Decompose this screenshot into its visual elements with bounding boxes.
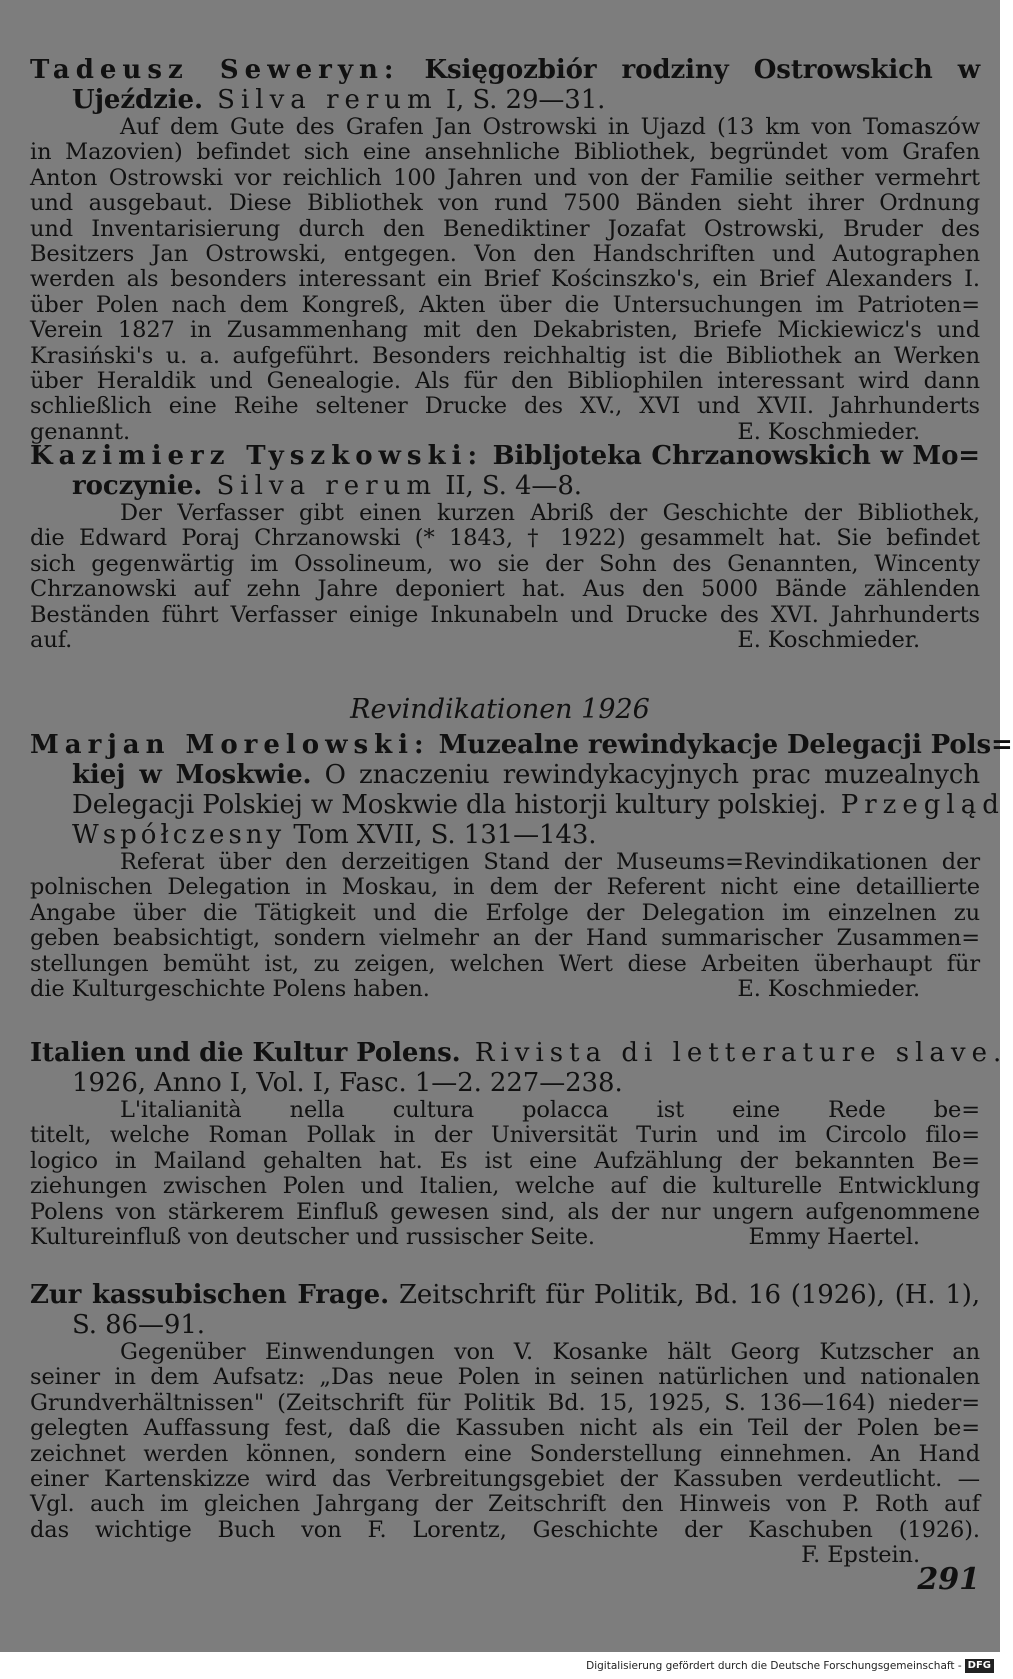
body-line: seiner in dem Aufsatz: „Das neue Polen in seinen natürlichen und nationalen	[30, 1364, 980, 1391]
body-line: zeichnet werden können, sondern eine Sonderstellung einnehmen. An Hand	[30, 1440, 980, 1467]
body-line: über Polen nach dem Kongreß, Akten über die Untersuchungen im Patrioten=	[30, 291, 980, 318]
body-line: in Mazovien) befindet sich eine ansehnliche Bibliothek, begründet vom Grafen	[30, 139, 980, 166]
reviewer-signature: Emmy Haertel.	[748, 1223, 920, 1250]
entry-body	[30, 115, 980, 445]
entry-seweryn	[30, 55, 980, 445]
body-line: geben beabsichtigt, sondern vielmehr an der Hand summarischer Zusammen=	[30, 925, 980, 952]
entry-heading-line: kiej w Moskwie. O znaczeniu rewindykacyjnych prac muzealnych	[72, 760, 980, 790]
body-line: das wichtige Buch von F. Lorentz, Geschichte der Kaschuben (1926).	[30, 1516, 980, 1543]
entry-body	[30, 850, 980, 1002]
body-line-text: Kultureinfluß von deutscher und russischer Seite.	[30, 1223, 595, 1250]
body-line: logico in Mailand gehalten hat. Es ist eine Aufzählung der bekannten Be=	[30, 1147, 980, 1174]
reviewer-signature: E. Koschmieder.	[737, 418, 920, 445]
entry-italien	[30, 1038, 1008, 1250]
body-line-text: auf.	[30, 626, 73, 653]
entry-heading-line: Współczesny Tom XVII, S. 131—143.	[72, 820, 597, 850]
body-last-line	[30, 1543, 980, 1568]
body-line: Anton Ostrowski vor reichlich 100 Jahren und von der Familie seither vermehrt	[30, 164, 980, 191]
body-line: polnischen Delegation in Moskau, in dem der Referent nicht eine detaillierte	[30, 874, 980, 901]
page-number: 291	[917, 1562, 980, 1597]
body-line: Besitzers Jan Ostrowski, entgegen. Von den Handschriften und Autographen	[30, 240, 980, 267]
body-line: werden als besonders interessant ein Brief Kościnszko's, ein Brief Alexanders I.	[30, 266, 980, 293]
body-line: Gegenüber Einwendungen von V. Kosanke hält Georg Kutzscher an	[120, 1339, 980, 1365]
entry-heading-line: Ujeździe. Silva rerum I, S. 29—31.	[72, 85, 606, 115]
body-line: einer Kartenskizze wird das Verbreitungsgebiet der Kassuben verdeutlicht. —	[30, 1465, 980, 1492]
entry-heading-line: Marjan Morelowski: Muzealne rewindykacje Delegacji Pols=	[30, 730, 1013, 760]
body-line-text: genannt.	[30, 418, 130, 445]
entry-kassubische-frage	[30, 1280, 980, 1569]
body-line: Krasiński's u. a. aufgeführt. Besonders reichhaltig ist die Bibliothek an Werken	[30, 342, 980, 369]
entry-body	[30, 501, 980, 653]
body-line: Vgl. auch im gleichen Jahrgang der Zeitschrift den Hinweis von P. Roth auf	[30, 1491, 980, 1518]
reviewer-signature: E. Koschmieder.	[737, 975, 920, 1002]
entry-heading-line: Zur kassubischen Frage. Zeitschrift für Politik, Bd. 16 (1926), (H. 1),	[30, 1280, 981, 1310]
entry-heading-line: Italien und die Kultur Polens. Rivista di letterature slave.	[30, 1038, 1008, 1068]
body-line: über Heraldik und Genealogie. Als für den Bibliophilen interessant wird dann	[30, 367, 980, 394]
entry-heading-line: Kazimierz Tyszkowski: Bibljoteka Chrzanowskich w Mo=	[30, 441, 980, 471]
body-last-line	[30, 977, 980, 1002]
entry-morelowski	[30, 730, 1013, 1002]
body-line: Auf dem Gute des Grafen Jan Ostrowski in Ujazd (13 km von Tomaszów	[120, 114, 980, 140]
body-line: Beständen führt Verfasser einige Inkunabeln und Drucke des XVI. Jahrhunderts	[30, 601, 980, 628]
body-line: schließlich eine Reihe seltener Drucke des XV., XVI und XVII. Jahrhunderts	[30, 393, 980, 420]
body-line: die Edward Poraj Chrzanowski (* 1843, † 1922) gesammelt hat. Sie befindet	[30, 525, 980, 552]
footer-text: Digitalisierung gefördert durch die Deutsche Forschungsgemeinschaft -	[586, 1660, 962, 1672]
body-line: titelt, welche Roman Pollak in der Universität Turin und im Circolo filo=	[30, 1122, 980, 1149]
entry-body	[30, 1340, 980, 1569]
body-line-text: die Kulturgeschichte Polens haben.	[30, 975, 430, 1002]
body-line: Chrzanowski auf zehn Jahre deponiert hat. Aus den 5000 Bände zählenden	[30, 576, 980, 603]
entry-heading-line: 1926, Anno I, Vol. I, Fasc. 1—2. 227—238.	[72, 1068, 623, 1098]
body-line: gelegten Auffassung fest, daß die Kassuben nicht als ein Teil der Polen be=	[30, 1415, 980, 1442]
entry-body	[30, 1098, 980, 1250]
body-line: und ausgebaut. Diese Bibliothek von rund 7500 Bänden sieht ihrer Ordnung	[30, 190, 980, 217]
body-line: sich gegenwärtig im Ossolineum, wo sie der Sohn des Genannten, Wincenty	[30, 550, 980, 577]
reviewer-signature: E. Koschmieder.	[737, 626, 920, 653]
entry-heading-line: Delegacji Polskiej w Moskwie dla historji kultury polskiej. Przegląd	[72, 790, 1005, 820]
entry-heading-line: S. 86—91.	[72, 1310, 205, 1340]
entry-tyszkowski	[30, 441, 980, 653]
body-line: Angabe über die Tätigkeit und die Erfolge der Delegation im einzelnen zu	[30, 899, 980, 926]
entry-heading-line: roczynie. Silva rerum II, S. 4—8.	[72, 471, 582, 501]
body-line: Polens von stärkerem Einfluß gewesen sind, als der nur ungern aufgenommene	[30, 1198, 980, 1225]
body-last-line	[30, 1225, 980, 1250]
body-line: Referat über den derzeitigen Stand der Museums=Revindikationen der	[120, 849, 980, 875]
body-line: L'italianità nella cultura polacca ist eine Rede be=	[120, 1097, 980, 1123]
section-title: Revindikationen 1926	[350, 694, 650, 725]
entry-heading-line: Tadeusz Seweryn: Księgozbiór rodziny Ostrowskich w	[30, 55, 980, 85]
body-line: Der Verfasser gibt einen kurzen Abriß der Geschichte der Bibliothek,	[120, 500, 980, 526]
reviewer-signature: F. Epstein.	[801, 1542, 920, 1569]
body-line: stellungen bemüht ist, zu zeigen, welchen Wert diese Arbeiten überhaupt für	[30, 950, 980, 977]
body-line: Grundverhältnissen" (Zeitschrift für Politik Bd. 15, 1925, S. 136—164) nieder=	[30, 1389, 980, 1416]
body-line: ziehungen zwischen Polen und Italien, welche auf die kulturelle Entwicklung	[30, 1173, 980, 1200]
dfg-logo: DFG	[965, 1659, 994, 1673]
digitization-footer	[0, 1654, 1000, 1679]
body-last-line	[30, 628, 980, 653]
body-line: Verein 1827 in Zusammenhang mit den Dekabristen, Briefe Mickiewicz's und	[30, 317, 980, 344]
body-line: und Inventarisierung durch den Benediktiner Jozafat Ostrowski, Bruder des	[30, 215, 980, 242]
